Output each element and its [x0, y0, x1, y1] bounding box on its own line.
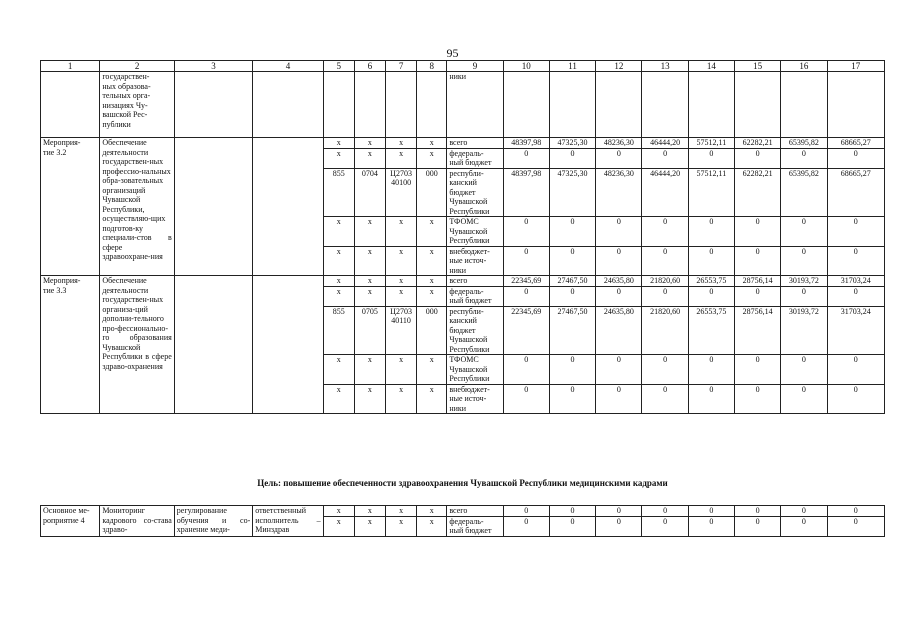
amount-cell: 0: [827, 516, 884, 536]
amount-cell: 31703,24: [827, 276, 884, 287]
amount-cell: 0: [827, 286, 884, 306]
column-number-row: [41, 61, 885, 72]
funding-source-cell: всего: [447, 276, 503, 287]
amount-cell: 0: [734, 246, 780, 276]
amount-cell: 30193,72: [781, 306, 827, 355]
col-number: 2: [100, 61, 174, 72]
amount-cell: 0: [781, 384, 827, 414]
amount-cell: 0: [827, 355, 884, 385]
vr-cell: х: [417, 384, 447, 414]
rzpr-cell: х: [354, 355, 385, 385]
grbs-cell: х: [323, 217, 354, 247]
funding-source-cell: федераль- ный бюджет: [447, 516, 503, 536]
amount-cell: 0: [596, 384, 642, 414]
amount-cell: 28756,14: [734, 306, 780, 355]
amount-cell: 0: [549, 355, 595, 385]
csr-cell: х: [385, 246, 416, 276]
vr-cell: х: [417, 516, 447, 536]
amount-cell: 0: [688, 217, 734, 247]
csr-cell: х: [385, 148, 416, 168]
col-number: 4: [253, 61, 323, 72]
csr-cell: х: [385, 506, 416, 517]
grbs-cell: х: [323, 148, 354, 168]
event-label-cell: Мероприя- тие 3.2: [41, 138, 100, 276]
table-row: [41, 138, 885, 149]
goal-cell: [174, 276, 252, 414]
col-number: 1: [41, 61, 100, 72]
grbs-cell: х: [323, 276, 354, 287]
table-row: [41, 506, 885, 517]
amount-cell: 22345,69: [503, 276, 549, 287]
amount-cell: 0: [781, 148, 827, 168]
amount-cell: 0: [827, 246, 884, 276]
amount-cell: 0: [642, 246, 688, 276]
goal-cell: регулирование обучения и со-хранение меди-: [174, 506, 252, 537]
amount-cell: 0: [503, 516, 549, 536]
csr-cell: Ц2703 40110: [385, 306, 416, 355]
program-table-continuation: [40, 505, 885, 537]
amount-cell: 30193,72: [781, 276, 827, 287]
amount-cell: 48397,98: [503, 138, 549, 149]
amount-cell: 26553,75: [688, 276, 734, 287]
amount-cell: 0: [549, 384, 595, 414]
amount-cell: 0: [596, 506, 642, 517]
col-number: 5: [323, 61, 354, 72]
amount-cell: 0: [781, 516, 827, 536]
amount-cell: 0: [781, 246, 827, 276]
grbs-cell: [323, 72, 354, 138]
amount-cell: 0: [688, 355, 734, 385]
amount-cell: 28756,14: [734, 276, 780, 287]
amount-cell: 0: [503, 217, 549, 247]
amount-cell: 0: [781, 217, 827, 247]
rzpr-cell: х: [354, 506, 385, 517]
col-number: 11: [549, 61, 595, 72]
vr-cell: х: [417, 276, 447, 287]
event-name-cell: Обеспечение деятельности государствен-ных организа-ций дополни-тельного про-фессионально-го образования Чувашской Республики в сфере здраво-охранения: [100, 276, 174, 414]
rzpr-cell: х: [354, 217, 385, 247]
amount-cell: 0: [642, 516, 688, 536]
event-label-cell: Мероприя- тие 3.3: [41, 276, 100, 414]
amount-cell: 0: [688, 286, 734, 306]
col-number: 10: [503, 61, 549, 72]
amount-cell: 0: [781, 286, 827, 306]
executor-cell: [253, 276, 323, 414]
amount-cell: 0: [734, 506, 780, 517]
amount-cell: 0: [503, 246, 549, 276]
goal-cell: [174, 138, 252, 276]
vr-cell: [417, 72, 447, 138]
amount-cell: 0: [688, 148, 734, 168]
amount-cell: 0: [503, 148, 549, 168]
vr-cell: х: [417, 286, 447, 306]
amount-cell: 0: [688, 246, 734, 276]
amount-cell: 46444,20: [642, 138, 688, 149]
amount-cell: 0: [596, 516, 642, 536]
col-number: 9: [447, 61, 503, 72]
col-number: 7: [385, 61, 416, 72]
amount-cell: 0: [827, 506, 884, 517]
amount-cell: 62282,21: [734, 168, 780, 217]
amount-cell: 0: [596, 355, 642, 385]
amount-cell: 0: [549, 286, 595, 306]
amount-cell: 48236,30: [596, 168, 642, 217]
executor-cell: [253, 138, 323, 276]
amount-cell: 0: [642, 506, 688, 517]
amount-cell: 0: [503, 355, 549, 385]
amount-cell: 0: [734, 384, 780, 414]
amount-cell: 0: [549, 246, 595, 276]
funding-source-cell: республи- канский бюджет Чувашской Республики: [447, 306, 503, 355]
amount-cell: 0: [549, 148, 595, 168]
rzpr-cell: х: [354, 246, 385, 276]
amount-cell: 0: [688, 516, 734, 536]
amount-cell: 65395,82: [781, 168, 827, 217]
amount-cell: 0: [596, 217, 642, 247]
rzpr-cell: х: [354, 516, 385, 536]
amount-cell: 68665,27: [827, 138, 884, 149]
program-table: [40, 60, 885, 414]
amount-cell: 0: [734, 516, 780, 536]
amount-cell: 0: [642, 286, 688, 306]
grbs-cell: х: [323, 286, 354, 306]
grbs-cell: х: [323, 355, 354, 385]
executor-cell: [253, 72, 323, 138]
amount-cell: 0: [503, 286, 549, 306]
col-number: 17: [827, 61, 884, 72]
amount-cell: 0: [734, 355, 780, 385]
vr-cell: х: [417, 246, 447, 276]
amount-cell: 57512,11: [688, 168, 734, 217]
amount-cell: 24635,80: [596, 276, 642, 287]
col-number: 3: [174, 61, 252, 72]
csr-cell: х: [385, 217, 416, 247]
amount-cell: 0: [596, 286, 642, 306]
funding-source-cell: ТФОМС Чувашской Республики: [447, 355, 503, 385]
rzpr-cell: х: [354, 384, 385, 414]
vr-cell: х: [417, 355, 447, 385]
amount-cell: 22345,69: [503, 306, 549, 355]
grbs-cell: х: [323, 384, 354, 414]
col-number: 15: [734, 61, 780, 72]
amount-cell: 0: [642, 355, 688, 385]
amount-cell: 0: [642, 384, 688, 414]
amount-cell: 57512,11: [688, 138, 734, 149]
rzpr-cell: 0705: [354, 306, 385, 355]
amount-cell: 0: [781, 355, 827, 385]
funding-source-cell: внебюджет- ные источ- ники: [447, 246, 503, 276]
goal-heading: Цель: повышение обеспеченности здравоохранения Чувашской Республики медицинскими кадрами: [257, 478, 668, 488]
col-number: 6: [354, 61, 385, 72]
amount-cell: 0: [642, 148, 688, 168]
amount-cell: 0: [827, 148, 884, 168]
funding-source-cell: всего: [447, 506, 503, 517]
col-number: 16: [781, 61, 827, 72]
funding-source-cell: республи- канский бюджет Чувашской Республики: [447, 168, 503, 217]
amount-cell: 48397,98: [503, 168, 549, 217]
col-number: 14: [688, 61, 734, 72]
csr-cell: Ц2703 40100: [385, 168, 416, 217]
amount-cell: 26553,75: [688, 306, 734, 355]
event-name-cell: государствен- ных образова- тельных орга- низациях Чу- вашской Рес- публики: [100, 72, 174, 138]
rzpr-cell: [354, 72, 385, 138]
amount-cell: 0: [596, 246, 642, 276]
continuation-row: [41, 72, 885, 138]
event-name-cell: Мониторинг кадрового со-става здраво-: [100, 506, 174, 537]
csr-cell: х: [385, 384, 416, 414]
amount-cell: 0: [781, 506, 827, 517]
amount-cell: 0: [734, 286, 780, 306]
amount-cell: 31703,24: [827, 306, 884, 355]
amount-cell: 48236,30: [596, 138, 642, 149]
amount-cell: 0: [827, 384, 884, 414]
vr-cell: х: [417, 217, 447, 247]
amount-cell: 68665,27: [827, 168, 884, 217]
col-number: 12: [596, 61, 642, 72]
grbs-cell: 855: [323, 306, 354, 355]
col-number: 13: [642, 61, 688, 72]
amount-cell: 0: [734, 148, 780, 168]
vr-cell: 000: [417, 168, 447, 217]
amount-cell: 21820,60: [642, 276, 688, 287]
amount-cell: 0: [734, 217, 780, 247]
rzpr-cell: х: [354, 148, 385, 168]
page-number: 95: [446, 46, 459, 60]
amount-cell: 24635,80: [596, 306, 642, 355]
amount-cell: 62282,21: [734, 138, 780, 149]
amount-cell: 27467,50: [549, 306, 595, 355]
amount-cell: 27467,50: [549, 276, 595, 287]
amount-cell: 47325,30: [549, 138, 595, 149]
csr-cell: х: [385, 355, 416, 385]
col-number: 8: [417, 61, 447, 72]
amount-cell: 46444,20: [642, 168, 688, 217]
rzpr-cell: х: [354, 138, 385, 149]
amount-cell: 0: [549, 217, 595, 247]
grbs-cell: 855: [323, 168, 354, 217]
executor-cell: ответственный исполнитель – Минздрав: [253, 506, 323, 537]
amount-cell: 0: [503, 506, 549, 517]
rzpr-cell: х: [354, 286, 385, 306]
amount-cell: 0: [596, 148, 642, 168]
csr-cell: х: [385, 138, 416, 149]
event-label-cell: [41, 72, 100, 138]
grbs-cell: х: [323, 138, 354, 149]
amount-cell: 65395,82: [781, 138, 827, 149]
funding-source-cell: федераль- ный бюджет: [447, 148, 503, 168]
amount-cell: 0: [688, 384, 734, 414]
grbs-cell: х: [323, 506, 354, 517]
funding-source-cell: всего: [447, 138, 503, 149]
grbs-cell: х: [323, 516, 354, 536]
csr-cell: [385, 72, 416, 138]
vr-cell: х: [417, 506, 447, 517]
vr-cell: х: [417, 148, 447, 168]
funding-source-cell: ТФОМС Чувашской Республики: [447, 217, 503, 247]
csr-cell: х: [385, 286, 416, 306]
funding-source-cell: ники: [447, 72, 503, 138]
amount-cell: 0: [549, 516, 595, 536]
amount-cell: 0: [688, 506, 734, 517]
csr-cell: х: [385, 276, 416, 287]
event-name-cell: Обеспечение деятельности государствен-ных профессио-нальных обра-зовательных организаций Чувашской Республики, осуществляю-щих подготов-ку специали-стов в сфере здравоохране-ния: [100, 138, 174, 276]
rzpr-cell: 0704: [354, 168, 385, 217]
funding-source-cell: внебюджет- ные источ- ники: [447, 384, 503, 414]
amount-cell: 0: [827, 217, 884, 247]
amount-cell: 0: [642, 217, 688, 247]
amount-cell: 0: [549, 506, 595, 517]
table-row: [41, 276, 885, 287]
amount-cell: 47325,30: [549, 168, 595, 217]
amount-cell: 0: [503, 384, 549, 414]
funding-source-cell: федераль- ный бюджет: [447, 286, 503, 306]
vr-cell: 000: [417, 306, 447, 355]
grbs-cell: х: [323, 246, 354, 276]
vr-cell: х: [417, 138, 447, 149]
rzpr-cell: х: [354, 276, 385, 287]
amount-cell: 21820,60: [642, 306, 688, 355]
csr-cell: х: [385, 516, 416, 536]
event-label-cell: Основное ме- роприятие 4: [41, 506, 100, 537]
goal-cell: [174, 72, 252, 138]
